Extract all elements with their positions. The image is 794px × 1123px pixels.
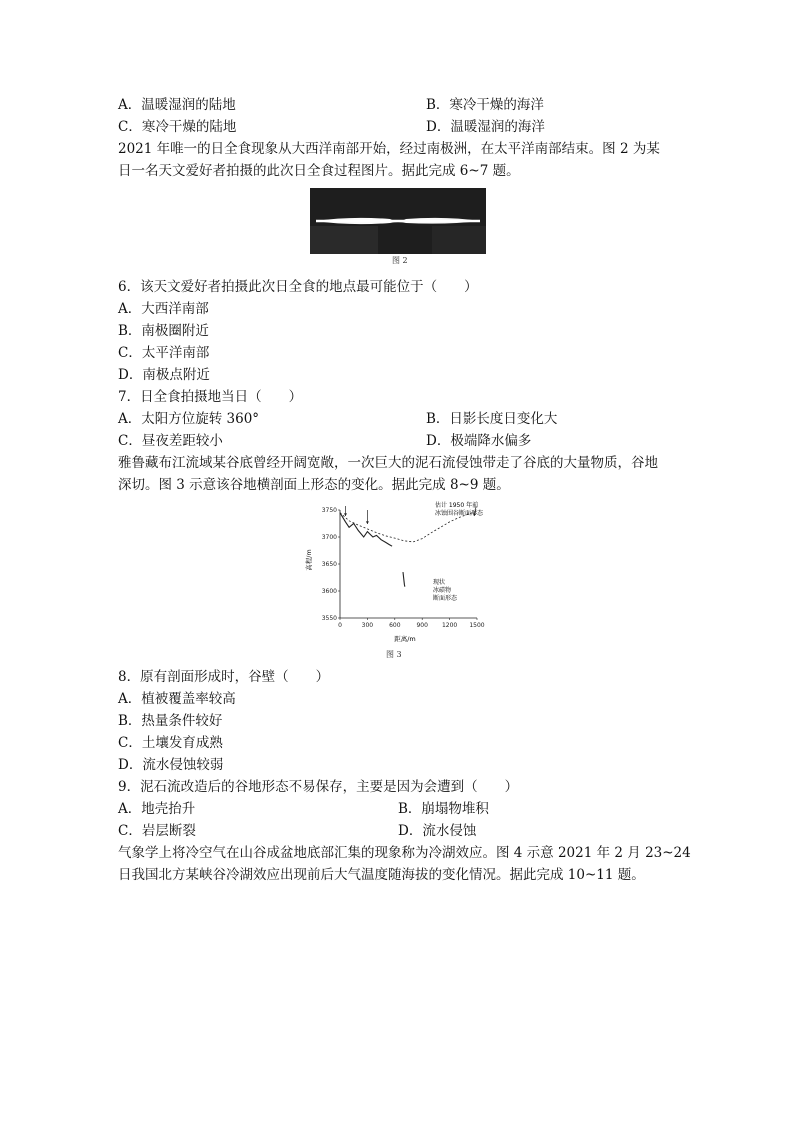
y-tick-label: 3700 [321,534,337,541]
q9-option-d: D．流水侵蚀 [398,823,477,839]
q9-option-c: C．岩层断裂 [118,823,196,839]
valley-profile-chart [305,498,495,648]
x-tick-label: 1500 [469,622,485,629]
q7-option-c: C．昼夜差距较小 [118,433,223,449]
x-tick-label: 300 [361,622,374,629]
intro-6-7-line-1: 2021 年唯一的日全食现象从大西洋南部开始，经过南极洲，在太平洋南部结束。图 2 为某 [118,141,660,157]
x-tick-label: 1200 [441,622,458,629]
arrow-middle-marker-head [366,521,369,524]
arrow-left-marker-head [344,513,347,516]
series-line-current-profile-2 [403,572,405,587]
y-tick-label: 3600 [321,588,337,595]
q6-stem: 6．该天文爱好者拍摄此次日全食的地点最可能位于（ ） [118,279,478,295]
y-tick-label: 3750 [321,507,337,514]
figure-2-caption: 图 2 [392,256,408,265]
x-tick-label: 600 [389,622,401,629]
annotation-new-line-2: 冰碛物 [433,587,452,594]
q9-stem: 9．泥石流改造后的谷地形态不易保存，主要是因为会遭到（ ） [118,779,519,795]
q6-option-b: B．南极圈附近 [118,323,209,339]
q9-option-a: A．地壳抬升 [118,801,196,817]
q9-option-b: B．崩塌物堆积 [398,801,489,817]
chart-plot-area [322,506,485,629]
q5-option-b: B．寒冷干燥的海洋 [426,97,544,113]
x-axis-label: 距离/m [394,635,416,643]
eclipse-trail-graphic [310,188,486,254]
q5-option-d: D．温暖湿润的海洋 [426,119,545,135]
y-axis-label: 高程/m [305,549,313,571]
q6-option-c: C．太平洋南部 [118,345,210,361]
intro-6-7-line-2: 日一名天文爱好者拍摄的此次日全食过程图片。据此完成 6~7 题。 [118,163,520,179]
q8-option-c: C．土壤发育成熟 [118,735,223,751]
intro-8-9-line-1: 雅鲁藏布江流域某谷底曾经开阔宽敞，一次巨大的泥石流侵蚀带走了谷底的大量物质，谷地 [118,455,658,471]
q8-option-d: D．流水侵蚀较弱 [118,757,224,773]
y-tick-label: 3650 [321,561,337,568]
figure-3-caption: 图 3 [386,650,402,659]
q7-stem: 7．日全食拍摄地当日（ ） [118,389,303,405]
intro-10-11-line-1: 气象学上将冷空气在山谷成盆地底部汇集的现象称为冷湖效应。图 4 示意 2021 年 2 月 23~24 [118,845,691,861]
q7-option-a: A．太阳方位旋转 360° [118,411,260,427]
q5-option-a: A．温暖湿润的陆地 [118,97,236,113]
q8-option-a: A．植被覆盖率较高 [118,691,236,707]
annotation-old-line-2: 冰蚀围谷断面形态 [435,510,484,517]
x-tick-label: 900 [416,622,428,629]
intro-8-9-line-2: 深切。图 3 示意该谷地横剖面上形态的变化。据此完成 8~9 题。 [118,477,510,493]
annotation-new-line-1: 现状 [433,579,446,586]
q8-stem: 8．原有剖面形成时，谷壁（ ） [118,669,330,685]
q6-option-a: A．大西洋南部 [118,301,209,317]
q8-option-b: B．热量条件较好 [118,713,223,729]
q7-option-b: B．日影长度日变化大 [426,411,558,427]
y-tick-label: 3550 [321,615,337,622]
x-tick-label: 0 [338,622,342,629]
q7-option-d: D．极端降水偏多 [426,433,532,449]
series-line-current-profile-1 [340,513,392,547]
q6-option-d: D．南极点附近 [118,367,210,383]
annotation-old-line-1: 估计 1950 年前 [435,502,479,509]
annotation-new-line-3: 断面形态 [433,595,458,602]
q5-option-c: C．寒冷干燥的陆地 [118,119,237,135]
eclipse-photo [310,188,486,254]
intro-10-11-line-2: 日我国北方某峡谷冷湖效应出现前后大气温度随海拔的变化情况。据此完成 10~11 题。 [118,867,645,883]
